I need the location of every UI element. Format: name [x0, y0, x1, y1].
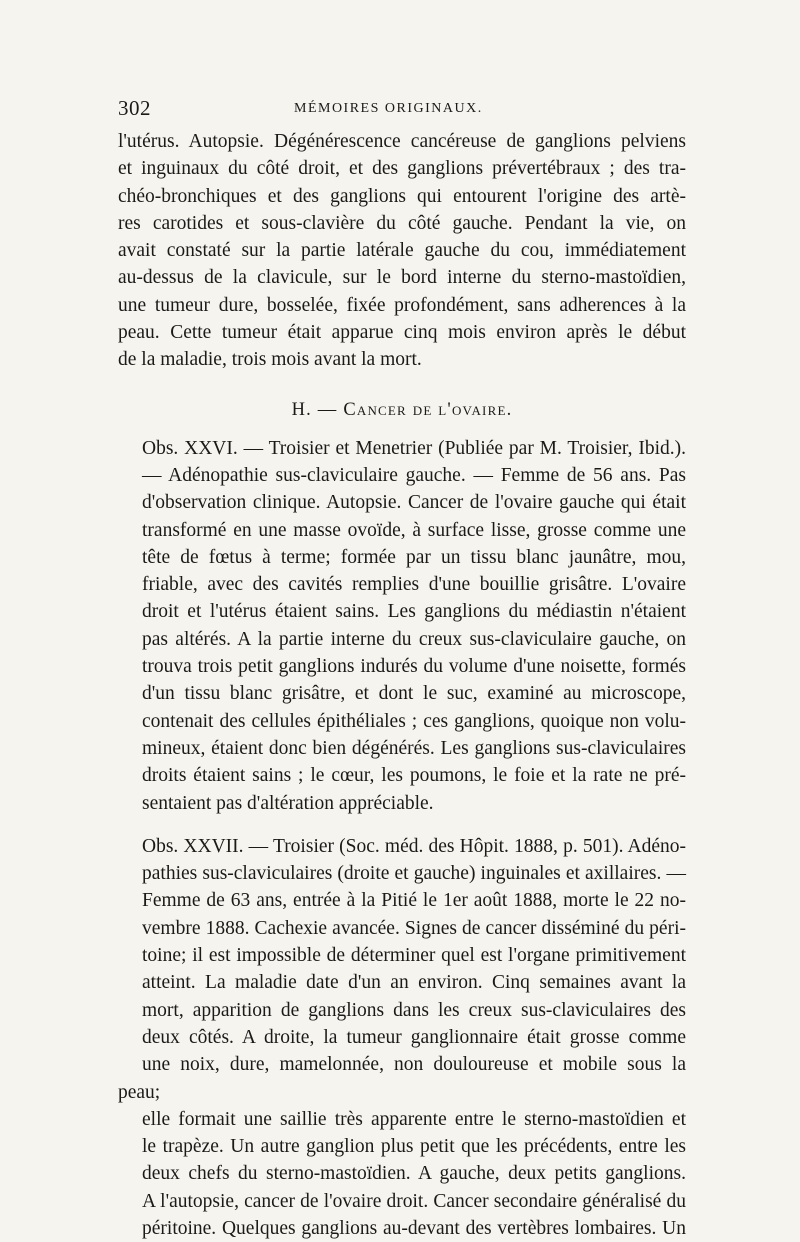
observation-27 — [118, 833, 686, 1242]
text-line: et inguinaux du côté droit, et des ganglions prévertébraux ; des tra- — [118, 158, 686, 180]
observation-26 — [118, 435, 686, 817]
text-line: Femme de 63 ans, entrée à la Pitié le 1er août 1888, morte le 22 no- — [142, 890, 686, 912]
text-line: chéo-bronchiques et des ganglions qui entourent l'origine des artè- — [118, 185, 686, 207]
text-line: droits étaient sains ; le cœur, les poumons, le foie et la rate ne pré- — [142, 765, 686, 787]
text-line: de la maladie, trois mois avant la mort. — [118, 349, 422, 371]
text-line: mineux, étaient donc bien dégénérés. Les ganglions sus-claviculaires — [142, 737, 686, 759]
text-line: atteint. La maladie date d'un an environ. Cinq semaines avant la — [142, 972, 686, 994]
text-line: Obs. XXVI. — Troisier et Menetrier (Publiée par M. Troisier, Ibid.). — [142, 437, 686, 459]
text-line: une noix, dure, mamelonnée, non douloureuse et mobile sous la peau; — [118, 1054, 686, 1103]
text-line: elle formait une saillie très apparente entre le sterno-mastoïdien et — [142, 1108, 686, 1130]
text-line: péritoine. Quelques ganglions au-devant des vertèbres lombaires. Un — [142, 1217, 686, 1239]
text-line: droit et l'utérus étaient sains. Les ganglions du médiastin n'étaient — [142, 601, 686, 623]
text-line: trouva trois petit ganglions indurés du volume d'une noisette, formés — [142, 656, 686, 678]
text-line: contenait des cellules épithéliales ; ces ganglions, quoique non volu- — [142, 710, 686, 732]
text-line: l'utérus. Autopsie. Dégénérescence cancéreuse de ganglions pelviens — [118, 131, 686, 152]
text-line: d'observation clinique. Autopsie. Cancer de l'ovaire gauche qui était — [142, 492, 686, 514]
text-line: res carotides et sous-clavière du côté gauche. Pendant la vie, on — [118, 212, 686, 234]
running-head: MÉMOIRES ORIGINAUX. — [294, 101, 483, 116]
text-line: deux chefs du sterno-mastoïdien. A gauche, deux petits ganglions. — [142, 1163, 686, 1185]
text-line: tête de fœtus à terme; formée par un tissu blanc jaunâtre, mou, — [142, 546, 686, 568]
page-number: 302 — [118, 96, 151, 120]
text-line: — Adénopathie sus-claviculaire gauche. — Femme de 56 ans. Pas — [142, 464, 686, 486]
text-line: sentaient pas d'altération appréciable. — [142, 792, 434, 814]
text-line: deux côtés. A droite, la tumeur ganglionnaire était grosse comme — [142, 1026, 686, 1048]
text-line: Obs. XXVII. — Troisier (Soc. méd. des Hôpit. 1888, p. 501). Adéno- — [142, 835, 686, 857]
text-line: avait constaté sur la partie latérale gauche du cou, immédiatement — [118, 240, 686, 262]
text-line: toine; il est impossible de déterminer quel est l'organe primitivement — [142, 945, 686, 967]
text-line: mort, apparition de ganglions dans les creux sus-claviculaires des — [142, 999, 686, 1021]
paragraph-continuation — [118, 128, 686, 374]
text-line: le trapèze. Un autre ganglion plus petit que les précédents, entre les — [142, 1136, 686, 1158]
text-line: une tumeur dure, bosselée, fixée profondément, sans adherences à la — [118, 294, 686, 316]
text-line: vembre 1888. Cachexie avancée. Signes de cancer disséminé du péri- — [142, 917, 686, 939]
text-line: pas altérés. A la partie interne du creux sus-claviculaire gauche, on — [142, 628, 686, 650]
text-line: A l'autopsie, cancer de l'ovaire droit. Cancer secondaire généralisé du — [142, 1190, 686, 1212]
page-header — [118, 96, 686, 126]
text-line: au-dessus de la clavicule, sur le bord interne du sterno-mastoïdien, — [118, 267, 686, 289]
text-line: peau. Cette tumeur était apparue cinq mois environ après le début — [118, 322, 686, 344]
body-text — [118, 128, 686, 1242]
text-line: pathies sus-claviculaires (droite et gauche) inguinales et axillaires. — — [142, 863, 686, 885]
text-line: d'un tissu blanc grisâtre, et dont le suc, examiné au microscope, — [142, 683, 686, 705]
section-heading: H. — Cancer de l'ovaire. — [291, 399, 513, 420]
text-line: transformé en une masse ovoïde, à surface lisse, grosse comme une — [142, 519, 686, 541]
text-line: friable, avec des cavités remplies d'une bouillie grisâtre. L'ovaire — [142, 574, 686, 596]
